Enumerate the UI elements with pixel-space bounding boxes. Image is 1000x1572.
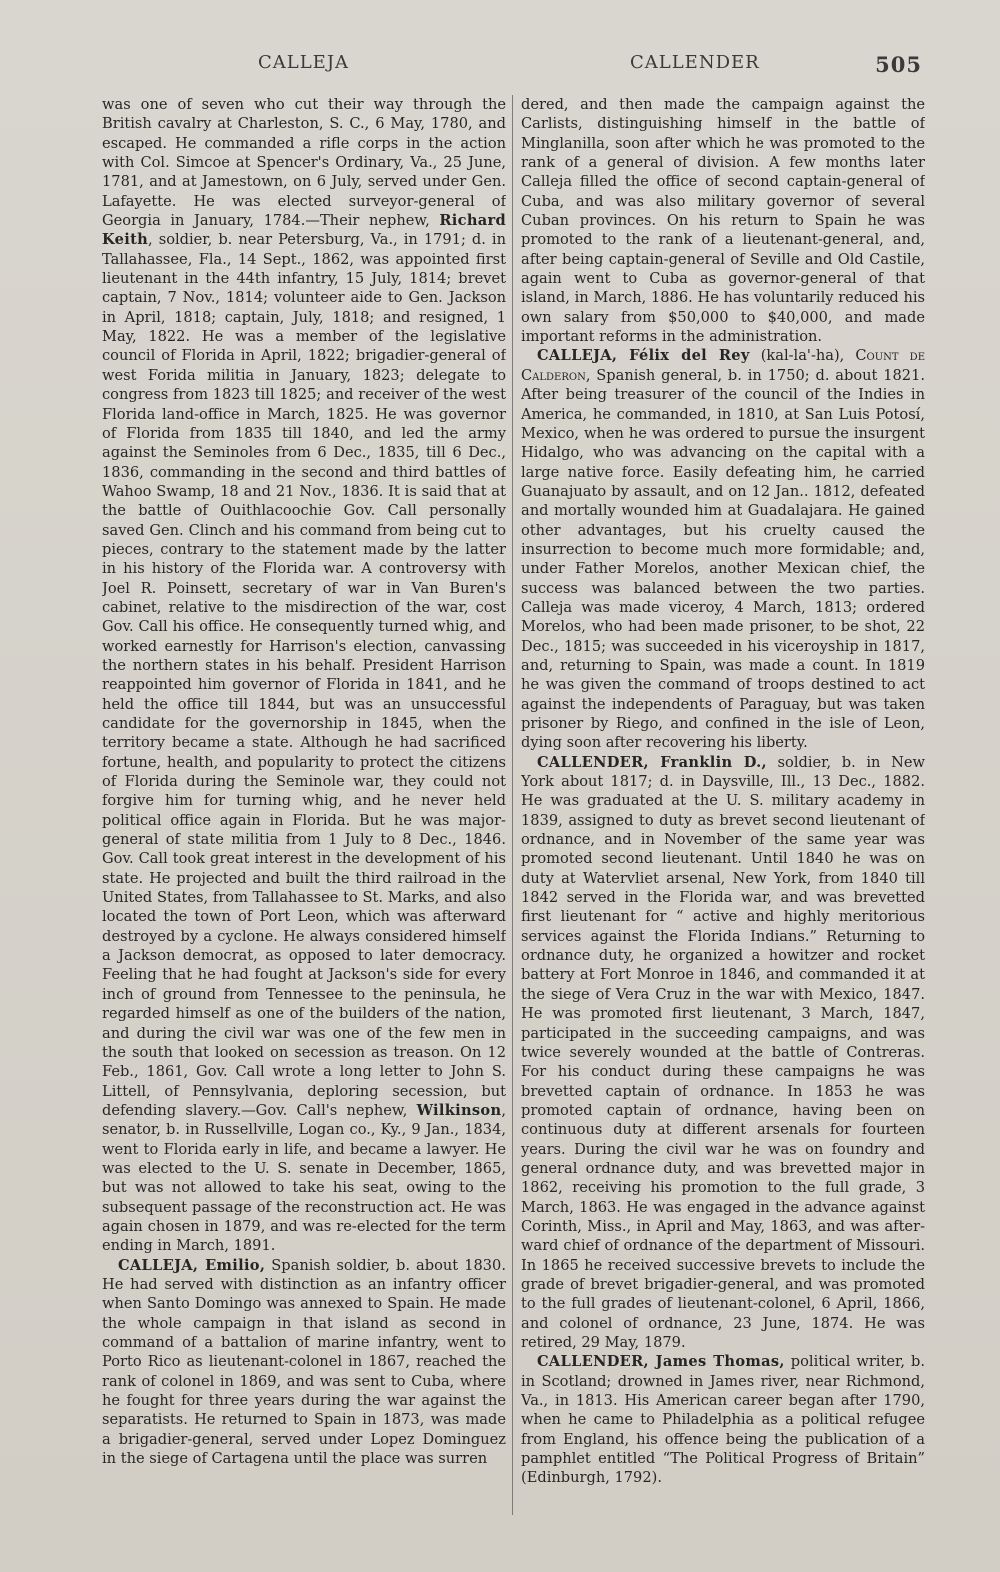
running-header xyxy=(100,52,922,82)
column-divider xyxy=(512,95,513,1515)
entry-text: soldier, b. in New York about 1817; d. in Daysville, Ill., 13 Dec., 1882. He was graduated at the U. S. military academy in 1839, assigned to duty as brevet second lieutenant of ordnance, and in November of the same year was promoted second lieutenant. Until 1840 he was on duty at Watervliet arsenal, New York, from 1840 till 1842 served in the Florida war, and was brevetted first lieutenant for “ active and highly meritorious services against the Florida Indians.” Returning to ordnance duty, he organized a howitzer and rocket battery at Fort Monroe in 1846, and commanded it at the siege of Vera Cruz in the war with Mexico, 1847. He was promoted first lieutenant, 3 March, 1847, participated in the succeeding campaigns, and was twice severely wounded at the battle of Contreras. For his conduct during these campaigns he was brevetted captain of ordnance. In 1853 he was promoted captain of ordnance, having been on continuous duty at different arsenals for fourteen years. During the civil war he was on foundry and general ordnance duty, and was brevetted major in 1862, receiving his promotion to the full grade, 3 March, 1863. He was engaged in the advance against Corinth, Miss., in April and May, 1863, and was afterward chief of ordnance of the department of Missouri. In 1865 he received successive brevets to include the grade of brevet brigadier-general, and was promoted to the full grades of lieutenant-colonel, 6 April, 1866, and colonel of ordnance, 23 June, 1874. He was retired, 29 May, 1879. xyxy=(521,753,925,1351)
right-column xyxy=(521,95,925,1515)
entry-text: , soldier, b. near Petersburg, Va., in 1791; d. in Tallahassee, Fla., 14 Sept., 1862, was appointed first lieutenant in the 44th infantry, 15 July, 1814; brevet captain, 7 Nov., 1814; volunteer aide to Gen. Jackson in April, 1818; captain, July, 1818; and resigned, 1 May, 1822. He was a member of the legislative council of Florida in April, 1822; brigadier-general of west Forida militia in January, 1823; delegate to congress from 1823 till 1825; and receiver of the west Florida land-office in March, 1825. He was governor of Florida from 1835 till 1840, and led the army against the Seminoles from 6 Dec., 1835, till 6 Dec., 1836, commanding in the second and third battles of Wahoo Swamp, 18 and 21 Nov., 1836. It is said that at the battle of Ouithlacoochie Gov. Call personally saved Gen. Clinch and his command from being cut to pieces, contrary to the statement made by the latter in his history of the Florida war. A controversy with Joel R. Poinsett, secretary of war in Van Buren's cabinet, relative to the misdirection of the war, cost Gov. Call his office. He consequently turned whig, and worked earnestly for Harrison's election, canvassing the northern states in his behalf. President Harrison reappointed him governor of Florida in 1841, and he held the office till 1844, but was an unsuccessful candidate for the governorship in 1845, when the territory became a state. Although he had sacrificed fortune, health, and popularity to protect the citizens of Florida during the Seminole war, they could not forgive him for turning whig, and he never held political office again in Florida. But he was major-general of state militia from 1 July to 8 Dec., 1846. Gov. Call took great interest in the development of his state. He projected and built the third railroad in the United States, from Tallahassee to St. Marks, and also located the town of Port Leon, which was afterward destroyed by a cyclone. He always considered himself a Jackson democrat, as opposed to later democracy. Feeling that he had fought at Jackson's side for every inch of ground from Tennessee to the peninsula, he regarded himself as one of the builders of the nation, and during the civil war was one of the few men in the south that looked on secession as treason. On 12 Feb., 1861, Gov. Call wrote a long letter to John S. Littell, of Pennsylvania, deploring secession, but defending slavery.—Gov. Call's nephew, xyxy=(102,231,506,1119)
entry-heading: CALLENDER, Franklin D., xyxy=(537,753,767,771)
entry-callender-franklin xyxy=(521,753,925,1353)
entry-heading: CALLENDER, James Thomas, xyxy=(537,1353,785,1371)
entry-text: , Spanish general, b. in 1750; d. about 1821. After being treasurer of the council of the Indies in America, he commanded, in 1810, at San Luis Potosí, Mexico, when he was ordered to pursue the insurgent Hidalgo, who was advancing on the capital with a large native force. Easily defeating him, he carried Guanajuato by assault, and on 12 Jan.. 1812, defeated and mortally wounded him at Guadalajara. He gained other advantages, but his cruelty caused the insurrection to become much more formidable; and, under Father Morelos, another Mexican chief, the success was balanced between the two parties. Calleja was made viceroy, 4 March, 1813; ordered Morelos, who had been made prisoner, to be shot, 22 Dec., 1815; was succeeded in his viceroyship in 1817, and, returning to Spain, was made a count. In 1819 he was given the command of troops destined to act against the independents of Paraguay, but was taken prisoner by Riego, and confined in the isle of Leon, dying soon after recovering his liberty. xyxy=(521,366,925,752)
entry-subheading: Wilkinson xyxy=(416,1101,502,1119)
entry-calleja-felix xyxy=(521,346,925,752)
header-right-word: CALLENDER xyxy=(630,52,760,73)
entry-text: Spanish soldier, b. about 1830. He had served with distinction as an infantry officer when Santo Domingo was annexed to Spain. He made the whole campaign in that island as second in command of a battalion of marine infantry, went to Porto Rico as lieutenant-colonel in 1867, reached the rank of colonel in 1869, and was sent to Cuba, where he fought for three years during the war against the separatists. He returned to Spain in 1873, was made a brigadier-general, served under Lopez Dominguez in the siege of Cartagena until the place was surren xyxy=(102,1256,506,1468)
entry-text: dered, and then made the campaign against the Carlists, distinguishing himself in the battle of Minglanilla, soon after which he was promoted to the rank of a general of division. A few months later Calleja filled the office of second captain-general of Cuba, and was also military governor of several Cuban provinces. On his return to Spain he was promoted to the rank of a lieutenant-general, and, after being captain-general of Seville and Old Castile, again went to Cuba as governor-general of that island, in March, 1886. He has voluntarily reduced his own salary from $50,000 to $40,000, and made important reforms in the administration. xyxy=(521,96,925,346)
header-left-word: CALLEJA xyxy=(258,52,350,73)
entry-heading: CALLEJA, Félix del Rey xyxy=(537,347,750,365)
entry-calleja-emilio xyxy=(102,1256,506,1469)
entry-text: , senator, b. in Russellville, Logan co., Ky., 9 Jan., 1834, went to Florida early in life, and became a lawyer. He was elected to the U. S. senate in December, 1865, but was not allowed to take his seat, owing to the subsequent passage of the reconstruction act. He was again chosen in 1879, and was re-elected for the term ending in March, 1891. xyxy=(102,1101,506,1255)
entry-heading: CALLEJA, Emilio, xyxy=(118,1256,266,1274)
entry-text: was one of seven who cut their way through the British cavalry at Charleston, S. C., 6 May, 1780, and escaped. He commanded a rifle corps in the action with Col. Simcoe at Spencer's Ordinary, Va., 25 June, 1781, and at Jamestown, on 6 July, served under Gen. Lafayette. He was elected surveyor-general of Georgia in January, 1784.—Their nephew, xyxy=(102,96,506,230)
entry-calleja-emilio-continuation xyxy=(521,95,925,346)
page-number: 505 xyxy=(875,52,922,77)
entry-subheading: Richard Keith xyxy=(102,212,506,249)
entry-title: Count de Calderon xyxy=(521,347,925,384)
entry-callender-james xyxy=(521,1352,925,1487)
entry-text: (kal-la'-ha), xyxy=(749,347,856,365)
entry-call-continuation xyxy=(102,95,506,1256)
left-column xyxy=(102,95,506,1515)
entry-text: political writer, b. in Scotland; drowned in James river, near Richmond, Va., in 1813. His American career began after 1790, when he came to Philadelphia as a political refugee from England, his offence being the publication of a pamphlet entitled “The Political Progress of Britain” (Edinburgh, 1792). xyxy=(521,1353,925,1487)
